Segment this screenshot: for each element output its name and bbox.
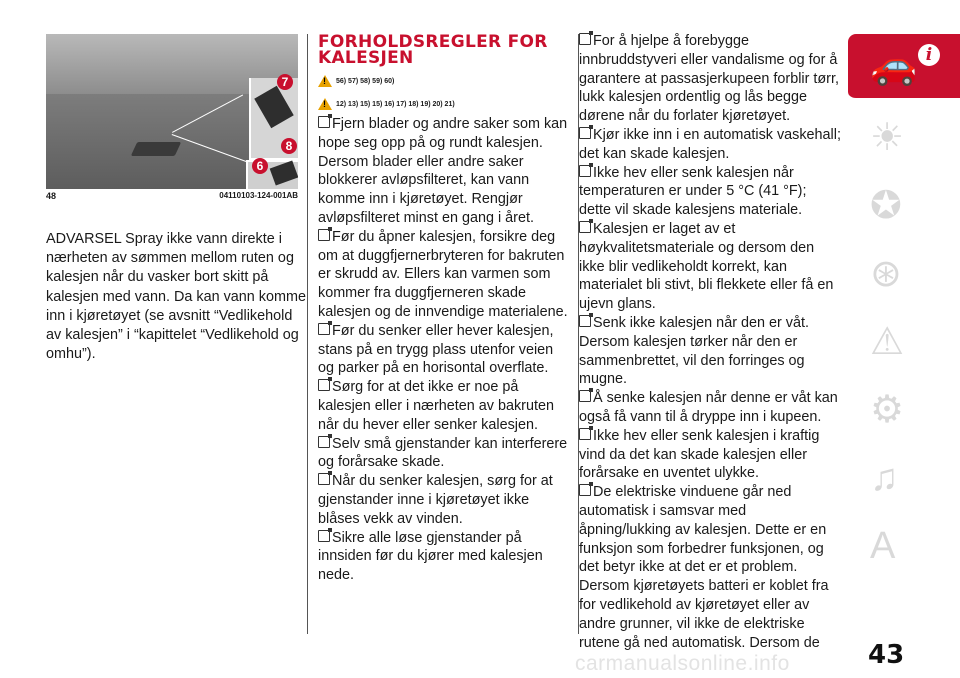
tab-dashboard-lights[interactable] — [848, 106, 960, 174]
info-icon: i — [918, 44, 940, 66]
warning-refs-1 — [318, 73, 568, 89]
warning-lights-icon: ☀ — [870, 117, 905, 159]
list-item: Fjern blader og andre saker som kan hope seg opp på og rundt kalesjen. Dersom blader eller andre saker blokkerer avløpsfilteret, kan vann komme inn i kjøretøyet. Rengjør avløpsfilteret minst en gang i året. — [318, 116, 568, 226]
list-item: Senk ikke kalesjen når den er våt. Dersom kalesjen tørker når den er sammenbrettet, vil den forringes og mugne. — [579, 314, 809, 388]
column-2 — [318, 34, 568, 585]
bullet-icon — [318, 116, 330, 128]
callout-7: 7 — [277, 74, 293, 90]
hazard-triangle-icon: ⚠ — [870, 321, 905, 363]
music-note-icon: ♫ — [870, 457, 899, 499]
list-item: Ikke hev eller senk kalesjen når temperaturen er under 5 °C (41 °F); dette vil skade kalesjens materiale. — [579, 164, 807, 219]
warning-paragraph — [46, 230, 306, 364]
figure-photo — [46, 34, 298, 189]
bullet-icon — [318, 379, 330, 391]
bullet-icon — [579, 221, 591, 233]
gear-wrench-icon: ⚙ — [870, 389, 905, 431]
bullet-icon — [579, 315, 591, 327]
warning-triangle-icon — [318, 98, 332, 110]
refs-text-2: 12) 13) 15) 15) 16) 17) 18) 19) 20) 21) — [336, 100, 455, 108]
list-item: Før du åpner kalesjen, forsikre deg om at duggfjernerbryteren for bakruten er skrudd av. Ellers kan varmen som kommer fra duggfjerneren skade kalesjen og de innvendige materialene. — [318, 228, 568, 320]
warning-refs-2 — [318, 96, 568, 112]
column-divider — [307, 34, 308, 634]
tab-car-info[interactable] — [848, 34, 960, 100]
bullet-icon — [579, 127, 591, 139]
column-3-list — [579, 32, 841, 652]
steering-wheel-icon: ⊛ — [870, 253, 902, 295]
list-item: Når du senker kalesjen, sørg for at gjenstander inne i kjøretøyet ikke blåses vekk av vinden. — [318, 473, 553, 527]
refs-text-1: 56) 57) 58) 59) 60) — [336, 77, 395, 85]
tab-maintenance[interactable] — [848, 378, 960, 446]
list-item: De elektriske vinduene går ned automatisk i samsvar med åpning/lukking av kalesjen. Dette er en funksjon som forbedrer funksjonen, og det betyr ikke at det er et problem. Dersom kjøretøyets batteri er koblet fra for vedlikehold av kjøretøyet eller av andre grunner, vil ikke de elektriske rutene gå ned automatisk. Dersom de — [579, 484, 829, 651]
list-item: Sørg for at det ikke er noe på kalesjen eller i nærheten av bakruten når du hever eller senker kalesjen. — [318, 379, 554, 433]
list-item: Sikre alle løse gjenstander på innsiden før du kjører med kalesjen nede. — [318, 529, 543, 584]
bullet-icon — [318, 323, 330, 335]
figure-caption — [46, 191, 298, 205]
heading-line-1: FORHOLDSREGLER FOR — [318, 32, 548, 52]
figure-code: 04110103-124-001AB — [219, 191, 298, 200]
figure-page-number: 48 — [46, 191, 57, 201]
list-item: Kalesjen er laget av et høykvalitetsmateriale og dersom den ikke blir vedlikeholdt korrekt, kan materialet bli stivt, bli flekkete eller få en ujevn glans. — [579, 220, 834, 313]
list-item: Kjør ikke inn i en automatisk vaskehall; det kan skade kalesjen. — [579, 126, 841, 162]
alphabet-index-icon: A — [870, 525, 896, 567]
list-item: Å senke kalesjen når denne er våt kan også få vann til å dryppe inn i kupeen. — [579, 390, 838, 425]
callout-6: 6 — [252, 158, 268, 174]
car-icon: 🚗 — [870, 45, 918, 87]
bullet-icon — [318, 530, 330, 542]
tab-multimedia[interactable] — [848, 446, 960, 514]
bullet-icon — [579, 428, 591, 440]
tab-index[interactable] — [848, 514, 960, 582]
leader-line — [172, 134, 253, 164]
callout-8: 8 — [281, 138, 297, 154]
chapter-sidebar — [848, 34, 960, 582]
page-number: 43 — [868, 640, 905, 670]
tab-safety[interactable] — [848, 174, 960, 242]
warning-text: ADVARSEL Spray ikke vann direkte i nærheten av sømmen mellom ruten og kalesjen når du vasker bort skitt på kalesjen med vann. Da kan vann komme inn i kjøretøyet (se avsnitt “Vedlikehold av kalesjen” i “kapittelet “Vedlikehold og omhu”). — [46, 231, 306, 363]
leader-line — [172, 94, 243, 132]
watermark: carmanualsonline.info — [575, 652, 790, 675]
seatbelt-icon: ✪ — [870, 185, 902, 227]
bullet-icon — [579, 33, 591, 45]
bullet-icon — [318, 436, 330, 448]
column-2-list — [318, 115, 568, 585]
list-item: Før du senker eller hever kalesjen, stans på en trygg plass utenfor veien og parker på en horisontal overflate. — [318, 322, 554, 377]
bullet-icon — [579, 165, 591, 177]
list-item: For å hjelpe å forebygge innbruddstyveri eller vandalisme og for å garantere at passasjerkupeen forblir tørr, lukk kalesjen ordentlig og lås begge dørene når du forlater kjøretøyet. — [579, 33, 839, 125]
warning-triangle-icon — [318, 75, 332, 87]
list-item: Selv små gjenstander kan interferere og forårsake skade. — [318, 435, 568, 471]
bullet-icon — [318, 229, 330, 241]
bullet-icon — [579, 484, 591, 496]
bullet-icon — [318, 473, 330, 485]
bullet-icon — [579, 390, 591, 402]
list-item: Ikke hev eller senk kalesjen i kraftig vind da det kan skade kalesjen eller forårsake en uventet ulykke. — [579, 427, 820, 482]
tab-emergency[interactable] — [848, 310, 960, 378]
column-3 — [579, 32, 841, 652]
section-heading — [318, 34, 568, 66]
drain-opening — [131, 142, 182, 156]
heading-line-2: KALESJEN — [318, 48, 414, 68]
tab-driving[interactable] — [848, 242, 960, 310]
